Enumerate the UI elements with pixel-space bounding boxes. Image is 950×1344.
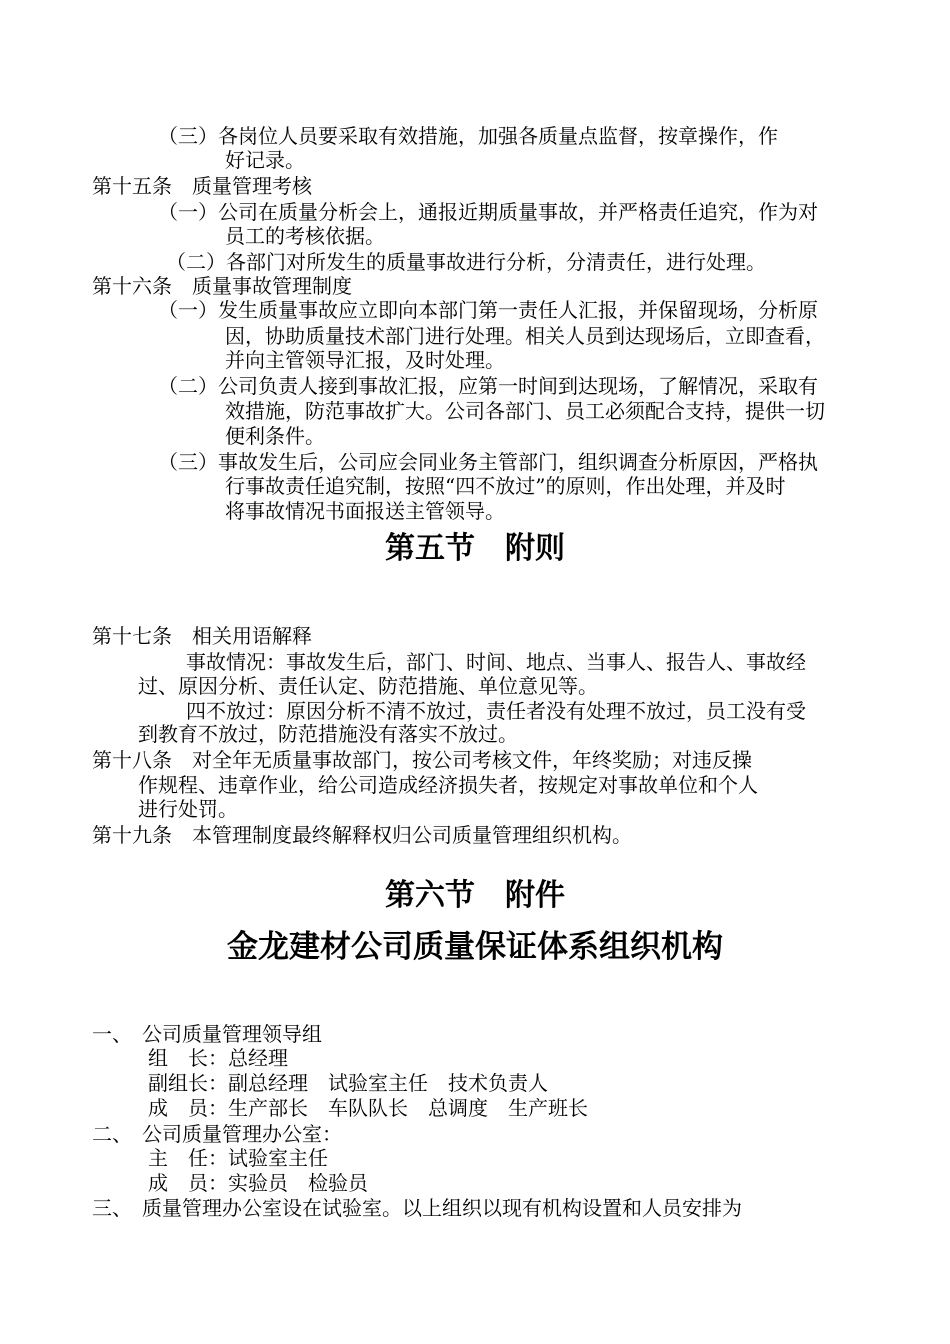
text-line: （三）各岗位人员要采取有效措施，加强各质量点监督，按章操作，作 <box>158 124 778 148</box>
text-line: 第十九条 本管理制度最终解释权归公司质量管理组织机构。 <box>92 823 632 847</box>
text-line: （一）公司在质量分析会上，通报近期质量事故，并严格责任追究，作为对 <box>158 200 818 224</box>
list-item: 一、 公司质量管理领导组 <box>92 1022 322 1046</box>
text-line: 副组长：副总经理 试验室主任 技术负责人 <box>148 1071 548 1095</box>
text-line: 员工的考核依据。 <box>225 224 385 248</box>
text-line: 第十八条 对全年无质量事故部门，按公司考核文件，年终奖励；对违反操 <box>92 748 752 772</box>
text-line: 将事故情况书面报送主管领导。 <box>225 499 505 523</box>
text-line: 并向主管领导汇报，及时处理。 <box>225 348 505 372</box>
text-line: （一）发生质量事故应立即向本部门第一责任人汇报，并保留现场，分析原 <box>158 298 818 322</box>
text-line: 效措施，防范事故扩大。公司各部门、员工必须配合支持，提供一切 <box>225 399 825 423</box>
text-line: 成 员：生产部长 车队队长 总调度 生产班长 <box>148 1096 588 1120</box>
text-line: 便利条件。 <box>225 424 325 448</box>
list-item: 三、 质量管理办公室设在试验室。以上组织以现有机构设置和人员安排为 <box>92 1196 742 1220</box>
text-line: 过、原因分析、责任认定、防范措施、单位意见等。 <box>138 674 598 698</box>
text-line: 四不放过：原因分析不清不放过，责任者没有处理不放过，员工没有受 <box>186 699 806 723</box>
section-heading: 第六节 附件 <box>385 878 565 913</box>
text-line: 组 长：总经理 <box>148 1046 288 1070</box>
text-line: 成 员：实验员 检验员 <box>148 1171 368 1195</box>
text-line: （三）事故发生后，公司应会同业务主管部门，组织调查分析原因，严格执 <box>158 450 818 474</box>
document-title: 金龙建材公司质量保证体系组织机构 <box>227 929 723 965</box>
article-heading: 第十五条 质量管理考核 <box>92 174 312 198</box>
section-heading: 第五节 附则 <box>385 531 565 566</box>
text-line: （二）各部门对所发生的质量事故进行分析，分清责任，进行处理。 <box>166 250 766 274</box>
text-line: 好记录。 <box>225 148 305 172</box>
text-line: 因，协助质量技术部门进行处理。相关人员到达现场后，立即查看， <box>225 324 825 348</box>
list-item: 二、 公司质量管理办公室： <box>92 1122 342 1146</box>
text-line: 行事故责任追究制，按照“四不放过”的原则，作出处理，并及时 <box>225 474 786 498</box>
article-heading: 第十六条 质量事故管理制度 <box>92 274 352 298</box>
text-line: 作规程、违章作业，给公司造成经济损失者，按规定对事故单位和个人 <box>138 773 758 797</box>
article-heading: 第十七条 相关用语解释 <box>92 624 312 648</box>
text-line: 进行处罚。 <box>138 797 238 821</box>
text-line: （二）公司负责人接到事故汇报，应第一时间到达现场，了解情况，采取有 <box>158 374 818 398</box>
text-line: 主 任：试验室主任 <box>148 1146 328 1170</box>
text-line: 到教育不放过，防范措施没有落实不放过。 <box>138 722 518 746</box>
text-line: 事故情况：事故发生后，部门、时间、地点、当事人、报告人、事故经 <box>186 650 806 674</box>
